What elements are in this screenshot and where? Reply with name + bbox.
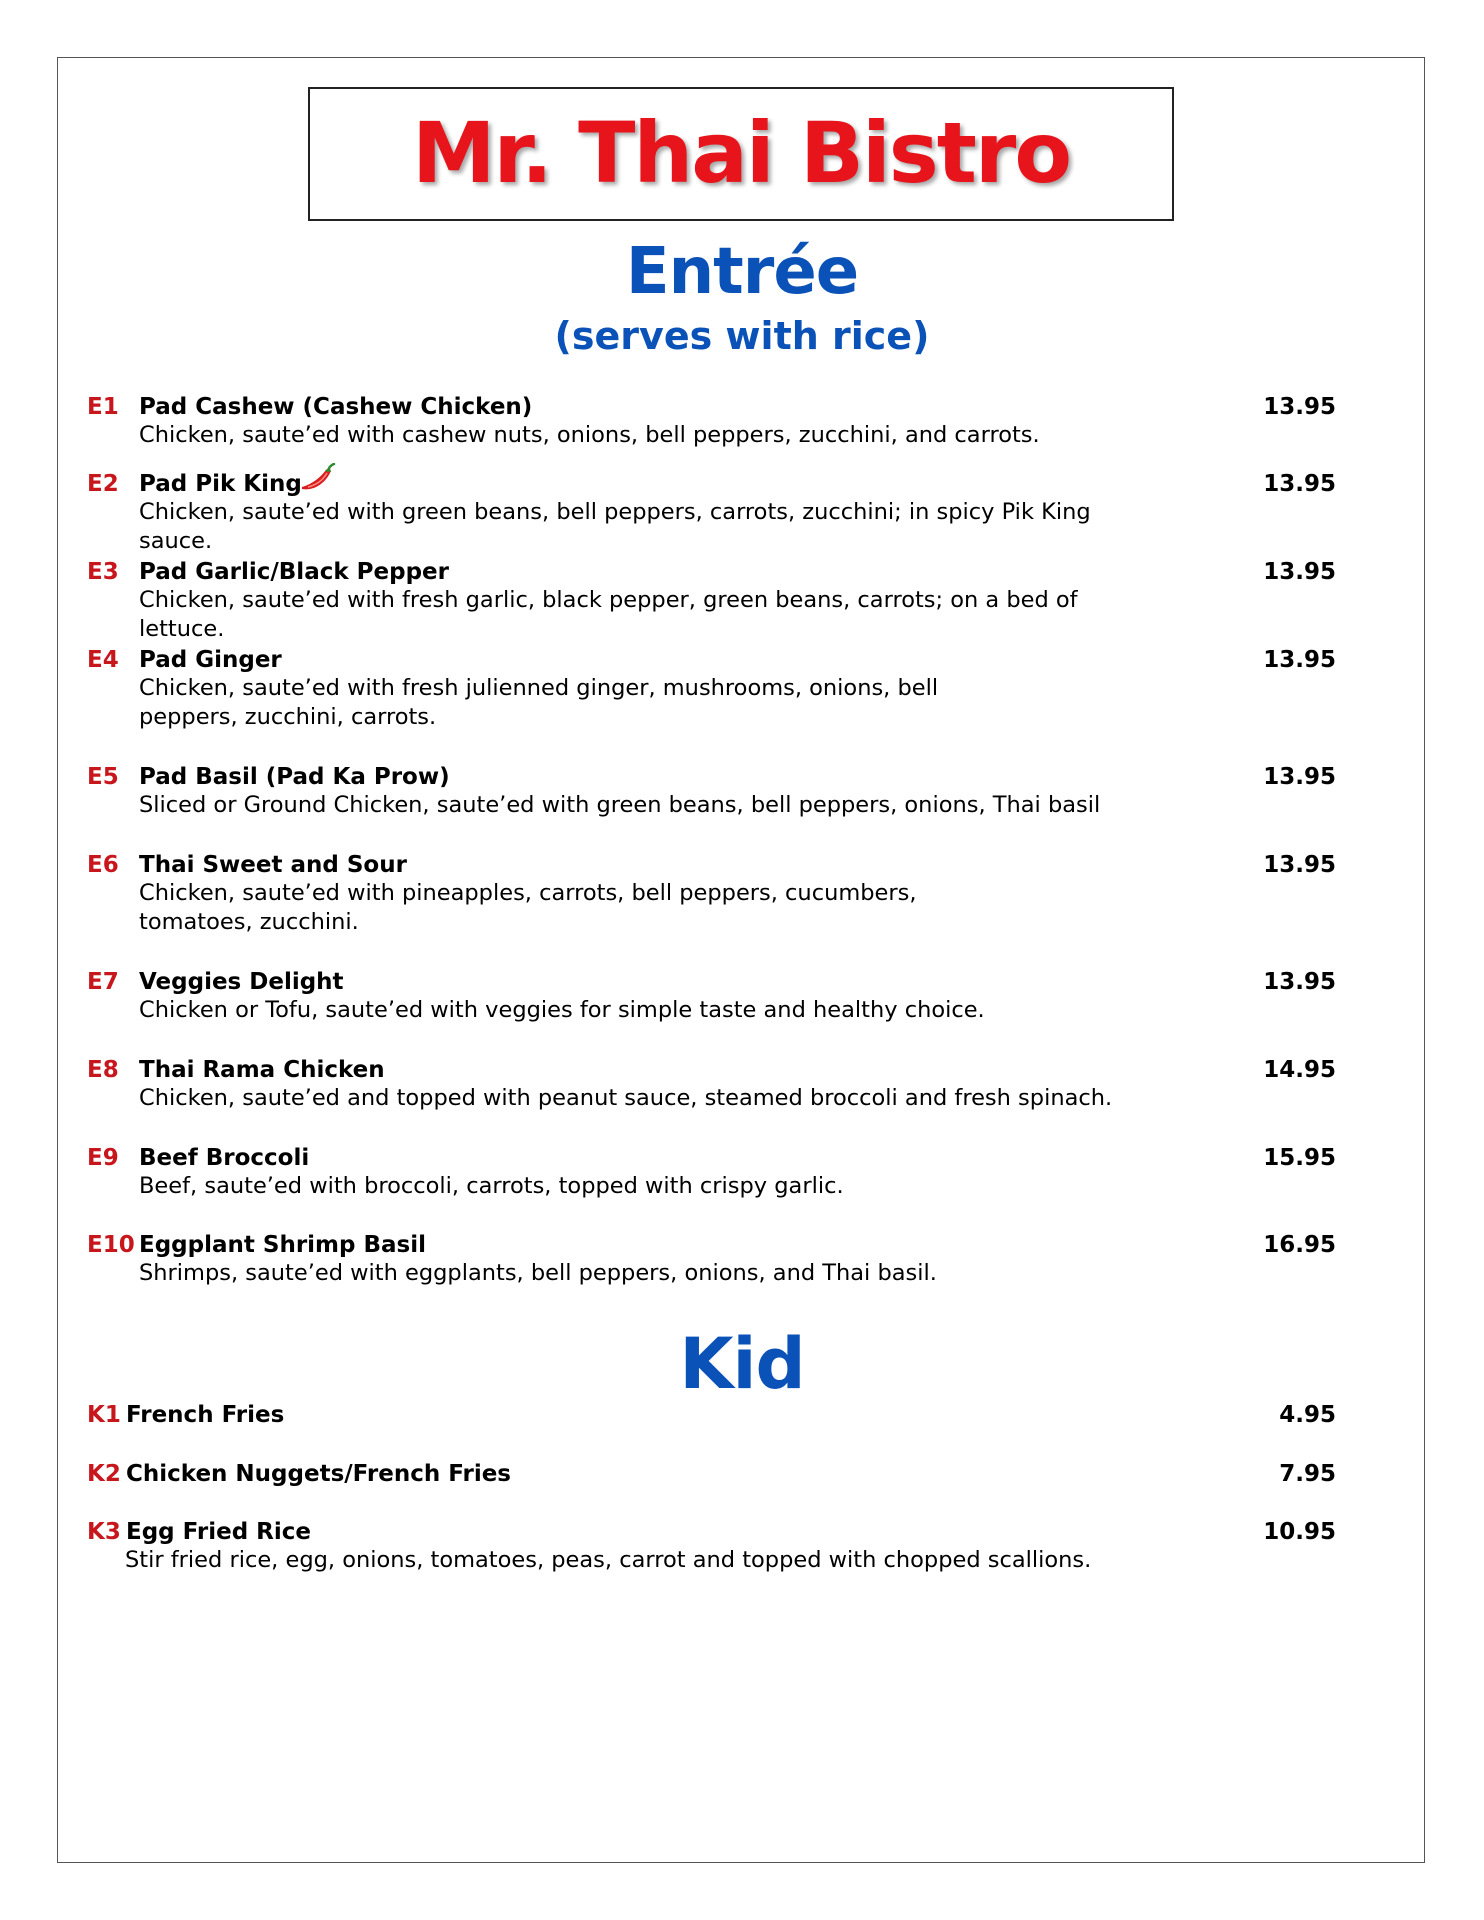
- item-code: K3: [87, 1519, 121, 1545]
- restaurant-name: Mr. Thai Bistro: [411, 104, 1071, 202]
- chili-pepper-icon: [298, 463, 338, 497]
- item-name: Eggplant Shrimp Basil: [139, 1232, 426, 1258]
- item-name: Pad Cashew (Cashew Chicken): [139, 394, 533, 420]
- item-code: K1: [87, 1402, 121, 1428]
- item-name: Pad Ginger: [139, 647, 282, 673]
- item-price: 16.95: [1263, 1232, 1336, 1258]
- item-description: Chicken, saute’ed with fresh garlic, black pepper, green beans, carrots; on a bed of lettuce.: [139, 587, 1078, 642]
- item-description: Chicken or Tofu, saute’ed with veggies for simple taste and healthy choice.: [139, 997, 985, 1023]
- item-name: Veggies Delight: [139, 969, 344, 995]
- item-code: E10: [87, 1232, 135, 1258]
- item-code: E4: [87, 647, 119, 673]
- kid-heading: Kid: [679, 1323, 805, 1405]
- item-name: Beef Broccoli: [139, 1145, 310, 1171]
- item-name: French Fries: [126, 1402, 285, 1428]
- item-code: E1: [87, 394, 119, 420]
- title-box: [308, 87, 1174, 221]
- item-price: 7.95: [1279, 1461, 1336, 1487]
- item-name: Thai Rama Chicken: [139, 1057, 385, 1083]
- item-price: 13.95: [1263, 559, 1336, 585]
- item-price: 4.95: [1279, 1402, 1336, 1428]
- item-name: Pad Garlic/Black Pepper: [139, 559, 449, 585]
- item-price: 15.95: [1263, 1145, 1336, 1171]
- item-description: Chicken, saute’ed and topped with peanut sauce, steamed broccoli and fresh spinach.: [139, 1085, 1113, 1111]
- item-name: Pad Basil (Pad Ka Prow): [139, 764, 450, 790]
- item-price: 13.95: [1263, 969, 1336, 995]
- item-price: 13.95: [1263, 394, 1336, 420]
- item-price: 13.95: [1263, 852, 1336, 878]
- item-code: K2: [87, 1461, 121, 1487]
- item-description: Chicken, saute’ed with pineapples, carrots, bell peppers, cucumbers, tomatoes, zucchini.: [139, 880, 917, 935]
- item-description: Shrimps, saute’ed with eggplants, bell peppers, onions, and Thai basil.: [139, 1260, 937, 1286]
- item-description: Chicken, saute’ed with cashew nuts, onions, bell peppers, zucchini, and carrots.: [139, 422, 1040, 448]
- item-code: E7: [87, 969, 119, 995]
- item-name: Chicken Nuggets/French Fries: [126, 1461, 511, 1487]
- item-code: E9: [87, 1145, 119, 1171]
- item-description: Chicken, saute’ed with fresh julienned ginger, mushrooms, onions, bell peppers, zucchini, carrots.: [139, 675, 939, 730]
- item-price: 14.95: [1263, 1057, 1336, 1083]
- item-name: Thai Sweet and Sour: [139, 852, 407, 878]
- entree-heading: Entrée: [625, 235, 859, 309]
- item-code: E3: [87, 559, 119, 585]
- entree-subheading: (serves with rice): [554, 314, 930, 358]
- item-code: E8: [87, 1057, 119, 1083]
- item-price: 13.95: [1263, 764, 1336, 790]
- item-name: Egg Fried Rice: [126, 1519, 312, 1545]
- item-description: Beef, saute’ed with broccoli, carrots, topped with crispy garlic.: [139, 1173, 844, 1199]
- item-description: Sliced or Ground Chicken, saute’ed with green beans, bell peppers, onions, Thai basil: [139, 792, 1101, 818]
- item-description: Stir fried rice, egg, onions, tomatoes, peas, carrot and topped with chopped scallions.: [125, 1547, 1092, 1573]
- item-description: Chicken, saute’ed with green beans, bell peppers, carrots, zucchini; in spicy Pik King sauce.: [139, 499, 1091, 554]
- item-price: 13.95: [1263, 647, 1336, 673]
- item-code: E2: [87, 471, 119, 497]
- item-name: Pad Pik King: [139, 471, 302, 497]
- item-code: E6: [87, 852, 119, 878]
- item-price: 13.95: [1263, 471, 1336, 497]
- item-code: E5: [87, 764, 119, 790]
- item-price: 10.95: [1263, 1519, 1336, 1545]
